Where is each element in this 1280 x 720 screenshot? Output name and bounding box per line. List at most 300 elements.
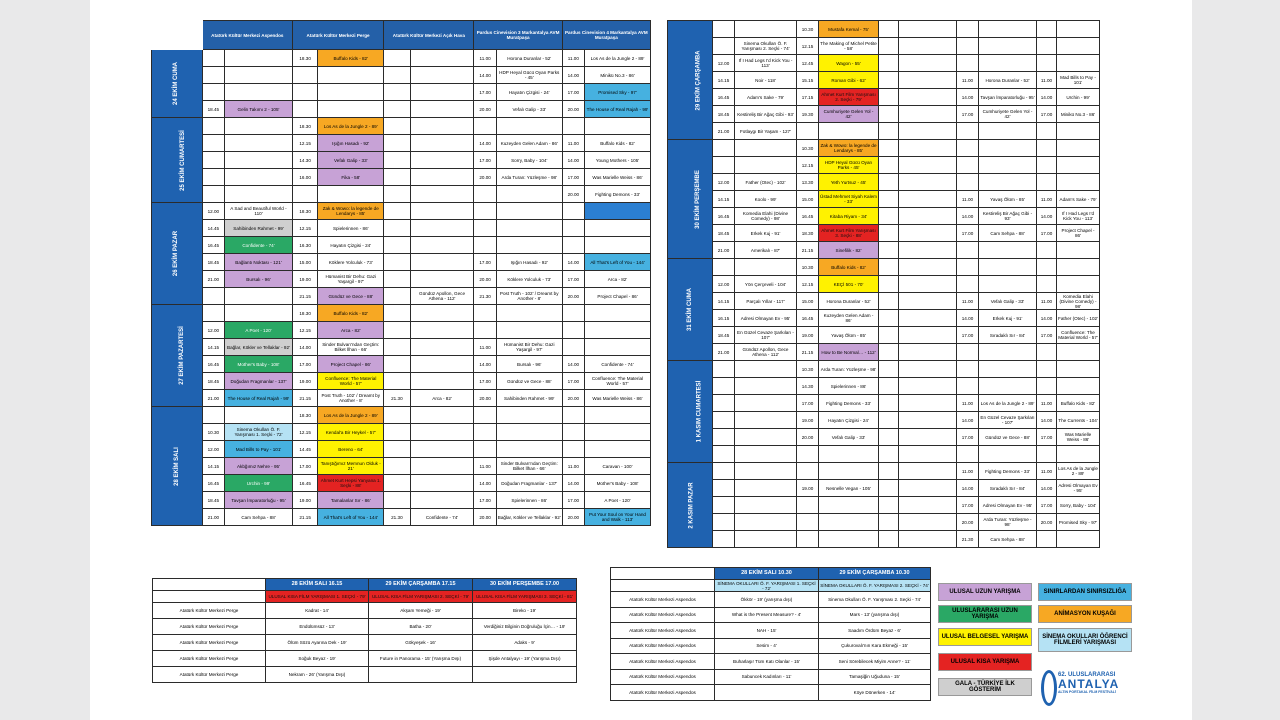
time-cell: 11.00 (474, 50, 496, 67)
time-cell (1037, 21, 1057, 38)
time-cell (562, 322, 584, 339)
time-cell (1037, 38, 1057, 55)
venue-header: Pardus Cinevision 3 Markantalya AVM Muratpaşa (474, 21, 562, 50)
film-cell (496, 441, 562, 458)
section-label: ULUSAL KISA FİLM YARIŞMASI 1. SEÇKİ - 79' (266, 591, 369, 603)
section-label: ULUSAL KISA FİLM YARIŞMASI 3. SEÇKİ - 81' (473, 591, 577, 603)
film-cell (496, 237, 562, 254)
film-cell (225, 135, 293, 152)
day-label-text: 26 EKİM PAZAR (173, 230, 180, 277)
film-cell: Los As de la Jungle 2 - 89' (1057, 463, 1100, 480)
time-cell (292, 101, 317, 118)
time-cell: 12.15 (292, 424, 317, 441)
film-cell: Buffalo Kids - 82' (318, 50, 384, 67)
day-label-text: 30 EKİM PERŞEMBE (694, 169, 701, 229)
film-cell: Nesnelle Vegan - 105' (819, 480, 879, 497)
film-cell: Mother's Baby - 108' (584, 475, 650, 492)
time-cell: 11.00 (1037, 395, 1057, 412)
film-cell: If I Had Legs I'd Kick You - 113' (735, 55, 797, 72)
venue-cell: Atatürk Kültür Merkezi Perge (153, 651, 266, 667)
time-cell (474, 305, 496, 322)
venue-cell: Atatürk Kültür Merkezi Aspendos (611, 607, 715, 623)
film-cell (410, 305, 474, 322)
time-cell (879, 89, 899, 106)
day-label-text: 2 KASIM PAZAR (688, 481, 695, 529)
film-cell: Fighting Demons - 33' (979, 463, 1037, 480)
film-cell: Sahibinden Rahmet - 99' (496, 390, 562, 407)
logo-line2: ANTALYA (1058, 677, 1120, 691)
film-cell: Kuzeyden Gelen Adam - 86' (819, 310, 879, 327)
film-cell (1057, 242, 1100, 259)
time-cell (562, 407, 584, 424)
film-cell (819, 463, 879, 480)
film-cell (584, 424, 650, 441)
time-cell (202, 288, 224, 305)
time-cell (384, 84, 410, 101)
film-cell (1057, 446, 1100, 463)
time-cell: 11.00 (1037, 463, 1057, 480)
time-cell (474, 441, 496, 458)
film-cell (496, 118, 562, 135)
time-cell (384, 458, 410, 475)
time-cell: 18.45 (202, 492, 224, 509)
film-cell (899, 259, 957, 276)
schedule-row (668, 327, 1100, 344)
time-cell: 14.00 (1037, 208, 1057, 225)
film-cell: Cam Sehpa - 88' (979, 225, 1037, 242)
film-cell: Parçalı Yıllar - 117' (735, 293, 797, 310)
time-cell: 19.00 (797, 327, 819, 344)
time-cell (879, 310, 899, 327)
film-cell: Vefalı Galip - 33' (819, 429, 879, 446)
time-cell (202, 135, 224, 152)
film-cell (410, 50, 474, 67)
time-cell (713, 378, 735, 395)
time-cell (879, 361, 899, 378)
time-cell (202, 152, 224, 169)
time-cell: 16.45 (713, 208, 735, 225)
film-cell: Doğudan Fragmanlar - 137' (225, 373, 293, 390)
film-cell: Buffalo Kids - 82' (819, 259, 879, 276)
time-cell (384, 271, 410, 288)
film-cell (496, 407, 562, 424)
bottom-date-header: 28 EKİM SALI 10.30 (715, 568, 819, 580)
film-cell (410, 203, 474, 220)
schedule-row (152, 84, 651, 101)
time-cell: 17.00 (1037, 429, 1057, 446)
time-cell: 21.15 (292, 390, 317, 407)
film-cell: Urchin - 99' (225, 475, 293, 492)
film-cell (318, 84, 384, 101)
schedule-row (668, 463, 1100, 480)
schedule-row (668, 395, 1100, 412)
film-cell: Post Truth - 102' / Dreamt by Another - 8' (318, 390, 384, 407)
time-cell: 14.00 (957, 480, 979, 497)
time-cell (384, 356, 410, 373)
film-cell (318, 186, 384, 203)
schedule-row (152, 390, 651, 407)
film-cell: Erkek Kuj - 91' (979, 310, 1037, 327)
film-cell: Project Chapel - 86' (318, 356, 384, 373)
film-cell: Batha - 20' (369, 619, 473, 635)
time-cell (879, 378, 899, 395)
film-cell (225, 67, 293, 84)
venue-cell: Atatürk Kültür Merkezi Perge (153, 619, 266, 635)
time-cell: 19.00 (797, 480, 819, 497)
film-cell (496, 322, 562, 339)
legend-item: SİNEMA OKULLARI ÖĞRENCİ FİLMLERİ YARIŞMASI (1038, 628, 1132, 652)
film-cell (899, 55, 957, 72)
time-cell (797, 463, 819, 480)
time-cell: 14.00 (1037, 480, 1057, 497)
time-cell (1037, 344, 1057, 361)
schedule-row (152, 101, 651, 118)
time-cell (879, 72, 899, 89)
film-cell (819, 123, 879, 140)
film-cell (584, 441, 650, 458)
schedule-row (152, 288, 651, 305)
time-cell (713, 395, 735, 412)
time-cell: 21.30 (474, 288, 496, 305)
time-cell (1037, 55, 1057, 72)
film-cell (496, 424, 562, 441)
time-cell: 11.00 (474, 339, 496, 356)
film-cell: Was Marielle Weiss - 86' (1057, 429, 1100, 446)
time-cell: 11.00 (562, 458, 584, 475)
time-cell: 13.30 (797, 174, 819, 191)
film-cell (410, 339, 474, 356)
film-cell (979, 276, 1037, 293)
film-cell: Los As de la Jungle 2 - 89' (584, 50, 650, 67)
day-label (152, 118, 203, 203)
time-cell (384, 475, 410, 492)
film-cell: Yeth Yurtsuz - 45' (819, 174, 879, 191)
time-cell (713, 21, 735, 38)
time-cell: 12.00 (713, 55, 735, 72)
film-cell (899, 514, 957, 531)
time-cell (384, 441, 410, 458)
schedule-row (152, 458, 651, 475)
blank-cell (611, 568, 715, 580)
film-cell: Cumhuriyete Gelen Yol - 42' (979, 106, 1037, 123)
film-cell (735, 157, 797, 174)
film-cell (584, 407, 650, 424)
time-cell: 14.00 (474, 356, 496, 373)
film-cell (899, 361, 957, 378)
film-cell (899, 463, 957, 480)
film-cell: Bursalı - 96' (496, 356, 562, 373)
film-cell: Köklere Yolculuk - 73' (318, 254, 384, 271)
film-cell (410, 458, 474, 475)
time-cell (202, 186, 224, 203)
film-cell: Üstad Mehmet Siyah Kalem - 33' (819, 191, 879, 208)
time-cell: 20.00 (474, 390, 496, 407)
left-schedule-table (151, 20, 651, 526)
day-label (152, 305, 203, 407)
film-cell: HDP Heyal Gücü Oyan Parks - 45' (819, 157, 879, 174)
day-label-text: 27 EKİM PAZARTESİ (178, 326, 185, 385)
film-cell (410, 152, 474, 169)
film-cell: The Currents - 104' (1057, 412, 1100, 429)
film-cell (735, 395, 797, 412)
film-cell: Tamaşiğin Uğuduna - 15' (819, 669, 931, 685)
time-cell: 21.15 (797, 344, 819, 361)
time-cell (1037, 174, 1057, 191)
film-cell: Mad Bills to Pay - 101' (1057, 72, 1100, 89)
time-cell: 11.00 (1037, 72, 1057, 89)
film-cell (496, 203, 562, 220)
schedule-row (668, 157, 1100, 174)
film-cell (979, 174, 1037, 191)
time-cell: 17.00 (1037, 106, 1057, 123)
film-cell (410, 254, 474, 271)
time-cell (957, 21, 979, 38)
film-cell (979, 55, 1037, 72)
film-cell (1057, 344, 1100, 361)
film-cell (899, 395, 957, 412)
film-cell: Ökkör - 19' (yarışma dışı) (715, 592, 819, 608)
time-cell: 21.30 (384, 390, 410, 407)
film-cell (899, 208, 957, 225)
bottom-section-row (153, 591, 577, 603)
logo-line3: ALTIN PORTAKAL FİLM FESTİVALİ (1058, 690, 1116, 694)
film-cell (899, 38, 957, 55)
student-film-row (611, 669, 931, 685)
time-cell: 17.00 (474, 152, 496, 169)
film-cell: Spielerinnen - 86' (318, 220, 384, 237)
film-cell: Kestireliş Bir Ağaç Gibi - 93' (735, 106, 797, 123)
time-cell: 17.00 (1037, 225, 1057, 242)
time-cell: 14.00 (292, 339, 317, 356)
time-cell: 14.00 (474, 135, 496, 152)
film-cell (735, 140, 797, 157)
film-cell (979, 446, 1037, 463)
schedule-row (668, 72, 1100, 89)
film-cell (979, 21, 1037, 38)
time-cell: 14.00 (474, 475, 496, 492)
day-label (152, 407, 203, 526)
film-cell (496, 186, 562, 203)
time-cell: 18.30 (292, 118, 317, 135)
bottom-header-row (611, 568, 931, 580)
film-cell: Confidente - 74' (225, 237, 293, 254)
venue-cell: Atatürk Kültür Merkezi Perge (153, 635, 266, 651)
time-cell (202, 305, 224, 322)
film-cell (735, 480, 797, 497)
time-cell: 20.00 (474, 271, 496, 288)
time-cell (202, 84, 224, 101)
legend-item: ULUSAL BELGESEL YARIŞMA (938, 628, 1032, 646)
time-cell: 19.00 (292, 492, 317, 509)
short-film-row (153, 651, 577, 667)
film-cell: Arca - 82' (410, 390, 474, 407)
film-cell: Komedia Elahi (Divine Comedy) - 98' (1057, 293, 1100, 310)
film-cell (1057, 531, 1100, 548)
film-cell: Kitaba Riyam - 34' (819, 208, 879, 225)
film-cell: Hümanist Bir Dehu: Gazi Yaşargil - 97' (496, 339, 562, 356)
film-cell (899, 412, 957, 429)
film-cell: Fika - 58' (318, 169, 384, 186)
schedule-row (668, 293, 1100, 310)
student-film-row (611, 623, 931, 639)
time-cell: 20.00 (1037, 514, 1057, 531)
time-cell (1037, 361, 1057, 378)
day-label (152, 50, 203, 118)
film-cell: Sahibinden Rahmet - 99' (225, 220, 293, 237)
film-cell: Noir - 118' (735, 72, 797, 89)
film-cell: Adresi Olmayan Ev - 95' (979, 497, 1037, 514)
time-cell: 17.00 (562, 373, 584, 390)
time-cell: 18.45 (713, 327, 735, 344)
time-cell (879, 225, 899, 242)
time-cell: 16.45 (202, 475, 224, 492)
bottom-section-row (611, 580, 931, 592)
film-cell: Bağlantı Noktası - 121' (225, 254, 293, 271)
venue-header: Atatürk Kültür Merkezi Aspendos (202, 21, 292, 50)
schedule-row (152, 237, 651, 254)
film-cell: Işığın Hasadı - 92' (496, 254, 562, 271)
film-cell (899, 378, 957, 395)
film-cell: Confidente - 74' (410, 509, 474, 526)
film-cell: A Sad and Beautiful World - 110' (225, 203, 293, 220)
schedule-row (668, 242, 1100, 259)
film-cell: Future in Panorama - 15' (Yarışma Dışı) (369, 651, 473, 667)
time-cell (879, 21, 899, 38)
student-film-row (611, 654, 931, 670)
time-cell: 11.00 (1037, 293, 1057, 310)
time-cell (957, 259, 979, 276)
time-cell (474, 118, 496, 135)
schedule-row (668, 55, 1100, 72)
time-cell: 14.00 (957, 208, 979, 225)
film-cell (979, 123, 1037, 140)
film-cell (410, 441, 474, 458)
student-film-row (611, 607, 931, 623)
film-cell (1057, 259, 1100, 276)
legend-item: ULUSLARARASI UZUN YARIŞMA (938, 605, 1032, 623)
schedule-row (152, 220, 651, 237)
film-cell: Was Marielle Weiss - 86' (584, 390, 650, 407)
time-cell: 14.15 (713, 72, 735, 89)
time-cell (384, 152, 410, 169)
schedule-row (152, 67, 651, 84)
time-cell: 17.00 (1037, 327, 1057, 344)
time-cell (202, 407, 224, 424)
film-cell: A Poet - 120' (584, 492, 650, 509)
film-cell: Komedia Elahi (Divine Comedy) - 98' (735, 208, 797, 225)
film-cell: Cumhuriyete Gelen Yol - 42' (819, 106, 879, 123)
film-cell (979, 242, 1037, 259)
film-cell (1057, 276, 1100, 293)
time-cell (797, 497, 819, 514)
time-cell (1037, 259, 1057, 276)
time-cell: 14.00 (1037, 310, 1057, 327)
time-cell (957, 55, 979, 72)
film-cell (819, 531, 879, 548)
short-film-table (152, 578, 577, 683)
time-cell: 16.00 (292, 169, 317, 186)
time-cell (879, 38, 899, 55)
day-label (668, 259, 713, 361)
film-cell (979, 157, 1037, 174)
film-cell (225, 288, 293, 305)
time-cell: 16.45 (797, 208, 819, 225)
schedule-row (668, 106, 1100, 123)
film-cell: Vefalı Galip - 33' (318, 152, 384, 169)
film-cell (584, 203, 650, 220)
section-label: SİNEMA OKULLARI Ö. F. YARIŞMASI 1. SEÇKİ - 72' (715, 580, 819, 592)
time-cell (797, 123, 819, 140)
time-cell: 17.00 (957, 327, 979, 344)
time-cell: 18.30 (292, 407, 317, 424)
time-cell: 20.00 (957, 514, 979, 531)
time-cell (292, 186, 317, 203)
program-sheet (90, 0, 1192, 720)
film-cell (496, 305, 562, 322)
day-label (668, 140, 713, 259)
legend-item: ANİMASYON KUŞAĞI (1038, 605, 1132, 623)
time-cell (384, 492, 410, 509)
film-cell (410, 169, 474, 186)
schedule-row (152, 441, 651, 458)
schedule-row (152, 373, 651, 390)
time-cell (384, 118, 410, 135)
film-cell: Spielerinnen - 86' (819, 378, 879, 395)
film-cell: Horona Duranlar - 52' (979, 72, 1037, 89)
time-cell: 16.30 (292, 237, 317, 254)
film-cell (735, 21, 797, 38)
time-cell (1037, 378, 1057, 395)
student-film-row (611, 592, 931, 608)
film-cell: What is the Present Measure? - 4' (715, 607, 819, 623)
film-cell: Kadrat - 14' (266, 603, 369, 619)
film-cell (899, 293, 957, 310)
film-cell: Confluence: The Material World - 57' (318, 373, 384, 390)
film-cell: Bireko - 19' (473, 603, 577, 619)
bottom-date-header: 28 EKİM SALI 16.15 (266, 579, 369, 591)
time-cell (292, 84, 317, 101)
film-cell (410, 135, 474, 152)
day-label-text: 31 EKİM CUMA (687, 287, 694, 332)
film-cell: All That's Left of You - 144' (584, 254, 650, 271)
film-cell: Bereno - 64' (318, 441, 384, 458)
film-cell (410, 271, 474, 288)
time-cell: 18.45 (202, 373, 224, 390)
time-cell (957, 140, 979, 157)
film-cell: Akşam Yemeği - 19' (369, 603, 473, 619)
time-cell: 10.30 (202, 424, 224, 441)
schedule-row (152, 424, 651, 441)
film-cell: Gündüz ve Gece - 88' (318, 288, 384, 305)
time-cell (879, 514, 899, 531)
short-film-row (153, 619, 577, 635)
time-cell: 17.00 (292, 458, 317, 475)
film-cell (1057, 157, 1100, 174)
time-cell: 16.45 (797, 310, 819, 327)
short-film-row (153, 667, 577, 683)
right-schedule-table (667, 20, 1100, 548)
time-cell: 14.45 (292, 441, 317, 458)
film-cell: Sorry, Baby - 104' (496, 152, 562, 169)
film-cell: Hayatın Çizgisi - 24' (318, 237, 384, 254)
film-cell: Mustafa Kemal - 75' (819, 21, 879, 38)
film-cell: Koolo - 99' (735, 191, 797, 208)
schedule-row (668, 276, 1100, 293)
schedule-row (152, 509, 651, 526)
venue-cell: Atatürk Kültür Merkezi Aspendos (611, 685, 715, 701)
legend-item: GALA - TÜRKİYE İLK GÖSTERİM (938, 678, 1032, 696)
time-cell (1037, 276, 1057, 293)
